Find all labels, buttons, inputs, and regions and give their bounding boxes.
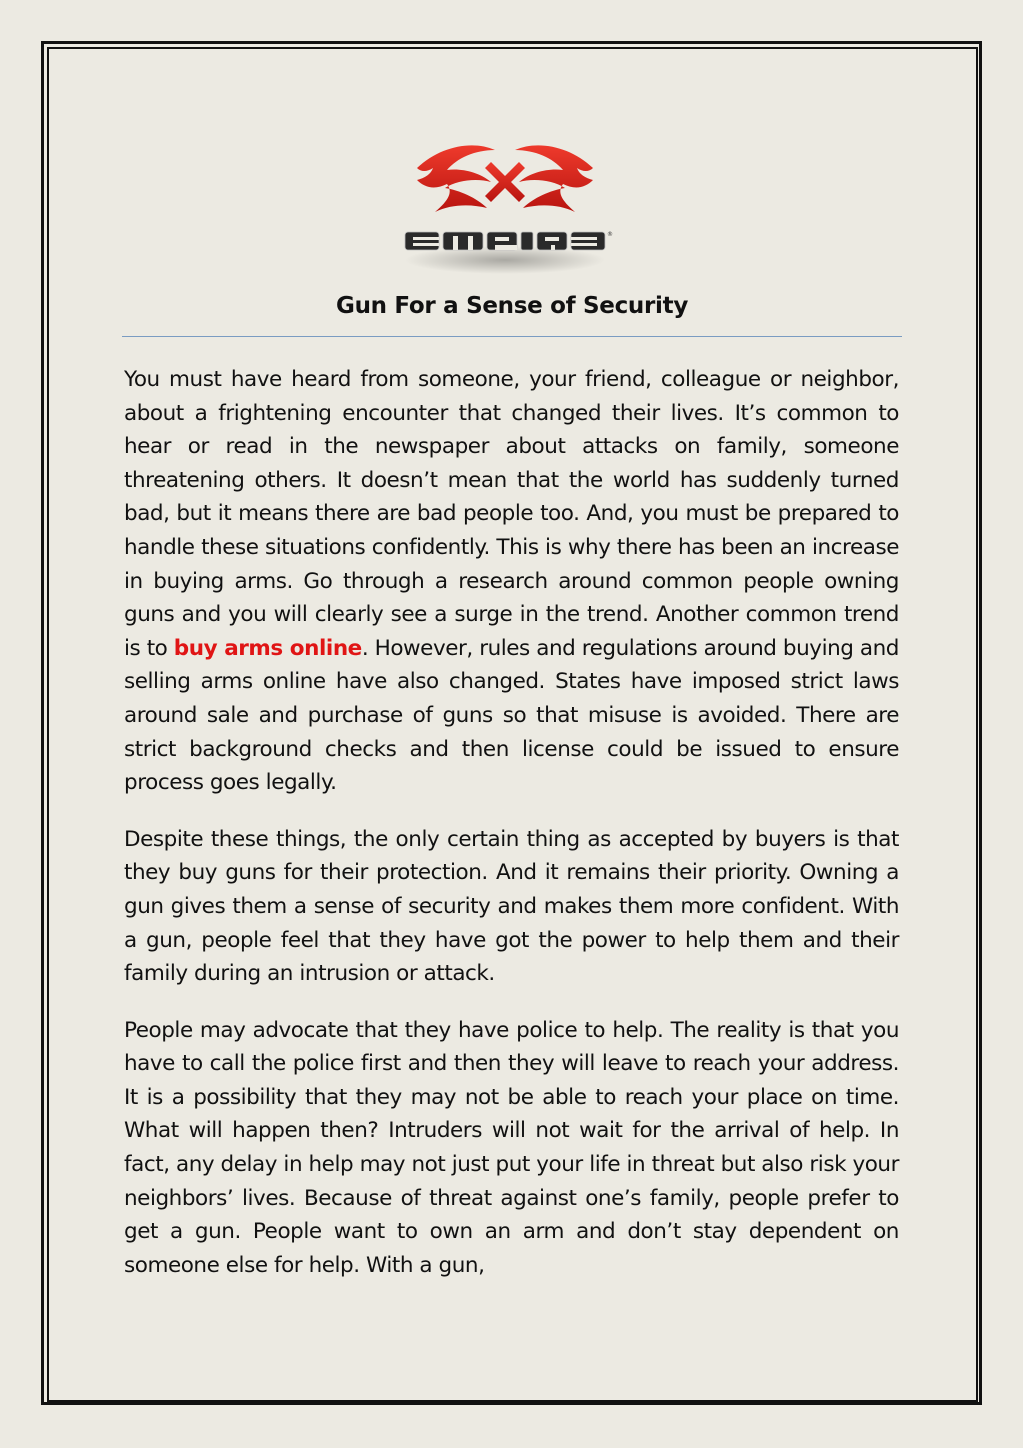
paragraph-3: People may advocate that they have police to help. The reality is that you have to call the police first and then they will leave to reach your address. It is a possibility that they may not be able to reach your place on time. What will happen then? Intruders will not wait for the arrival of help. In fact, any delay in help may not just put your life in threat but also risk your neighbors’ lives. Because of threat against one’s family, people prefer to get a gun. People want to own an arm and don’t stay dependent on someone else for help. With a gun, [124, 1017, 899, 1278]
empire-logo [395, 128, 615, 280]
emblem-icon [417, 145, 593, 212]
svg-text:®: ® [607, 231, 613, 238]
title-divider [122, 336, 902, 337]
paragraph-1 [124, 363, 899, 800]
article-body [124, 363, 899, 1305]
paragraph-1-text-end: . However, rules and regulations around buying and selling arms online have also changed. States have imposed strict laws around sale and purchase of guns so that misuse is avoided. There are strict background checks and then license could be issued to ensure process goes legally. [124, 635, 899, 796]
page-title: Gun For a Sense of Security [335, 293, 689, 319]
buy-arms-online-link[interactable]: buy arms online [173, 635, 362, 661]
paragraph-2: Despite these things, the only certain thing as accepted by buyers is that they buy guns for their protection. And it remains their priority. Owning a gun gives them a sense of security and makes them more confident. With a gun, people feel that they have got the power to help them and their family during an intrusion or attack. [124, 826, 899, 987]
paragraph-1-text-start: You must have heard from someone, your friend, colleague or neighbor, about a frightening encounter that changed their lives. It’s common to hear or read in the newspaper about attacks on family, someone threatening others. It doesn’t mean that the world has suddenly turned bad, but it means there are bad people too. And, you must be prepared to handle these situations confidently. This is why there has been an increase in buying arms. Go through a research around common people owning guns and you will clearly see a surge in the trend. Another common trend is to [124, 367, 899, 661]
